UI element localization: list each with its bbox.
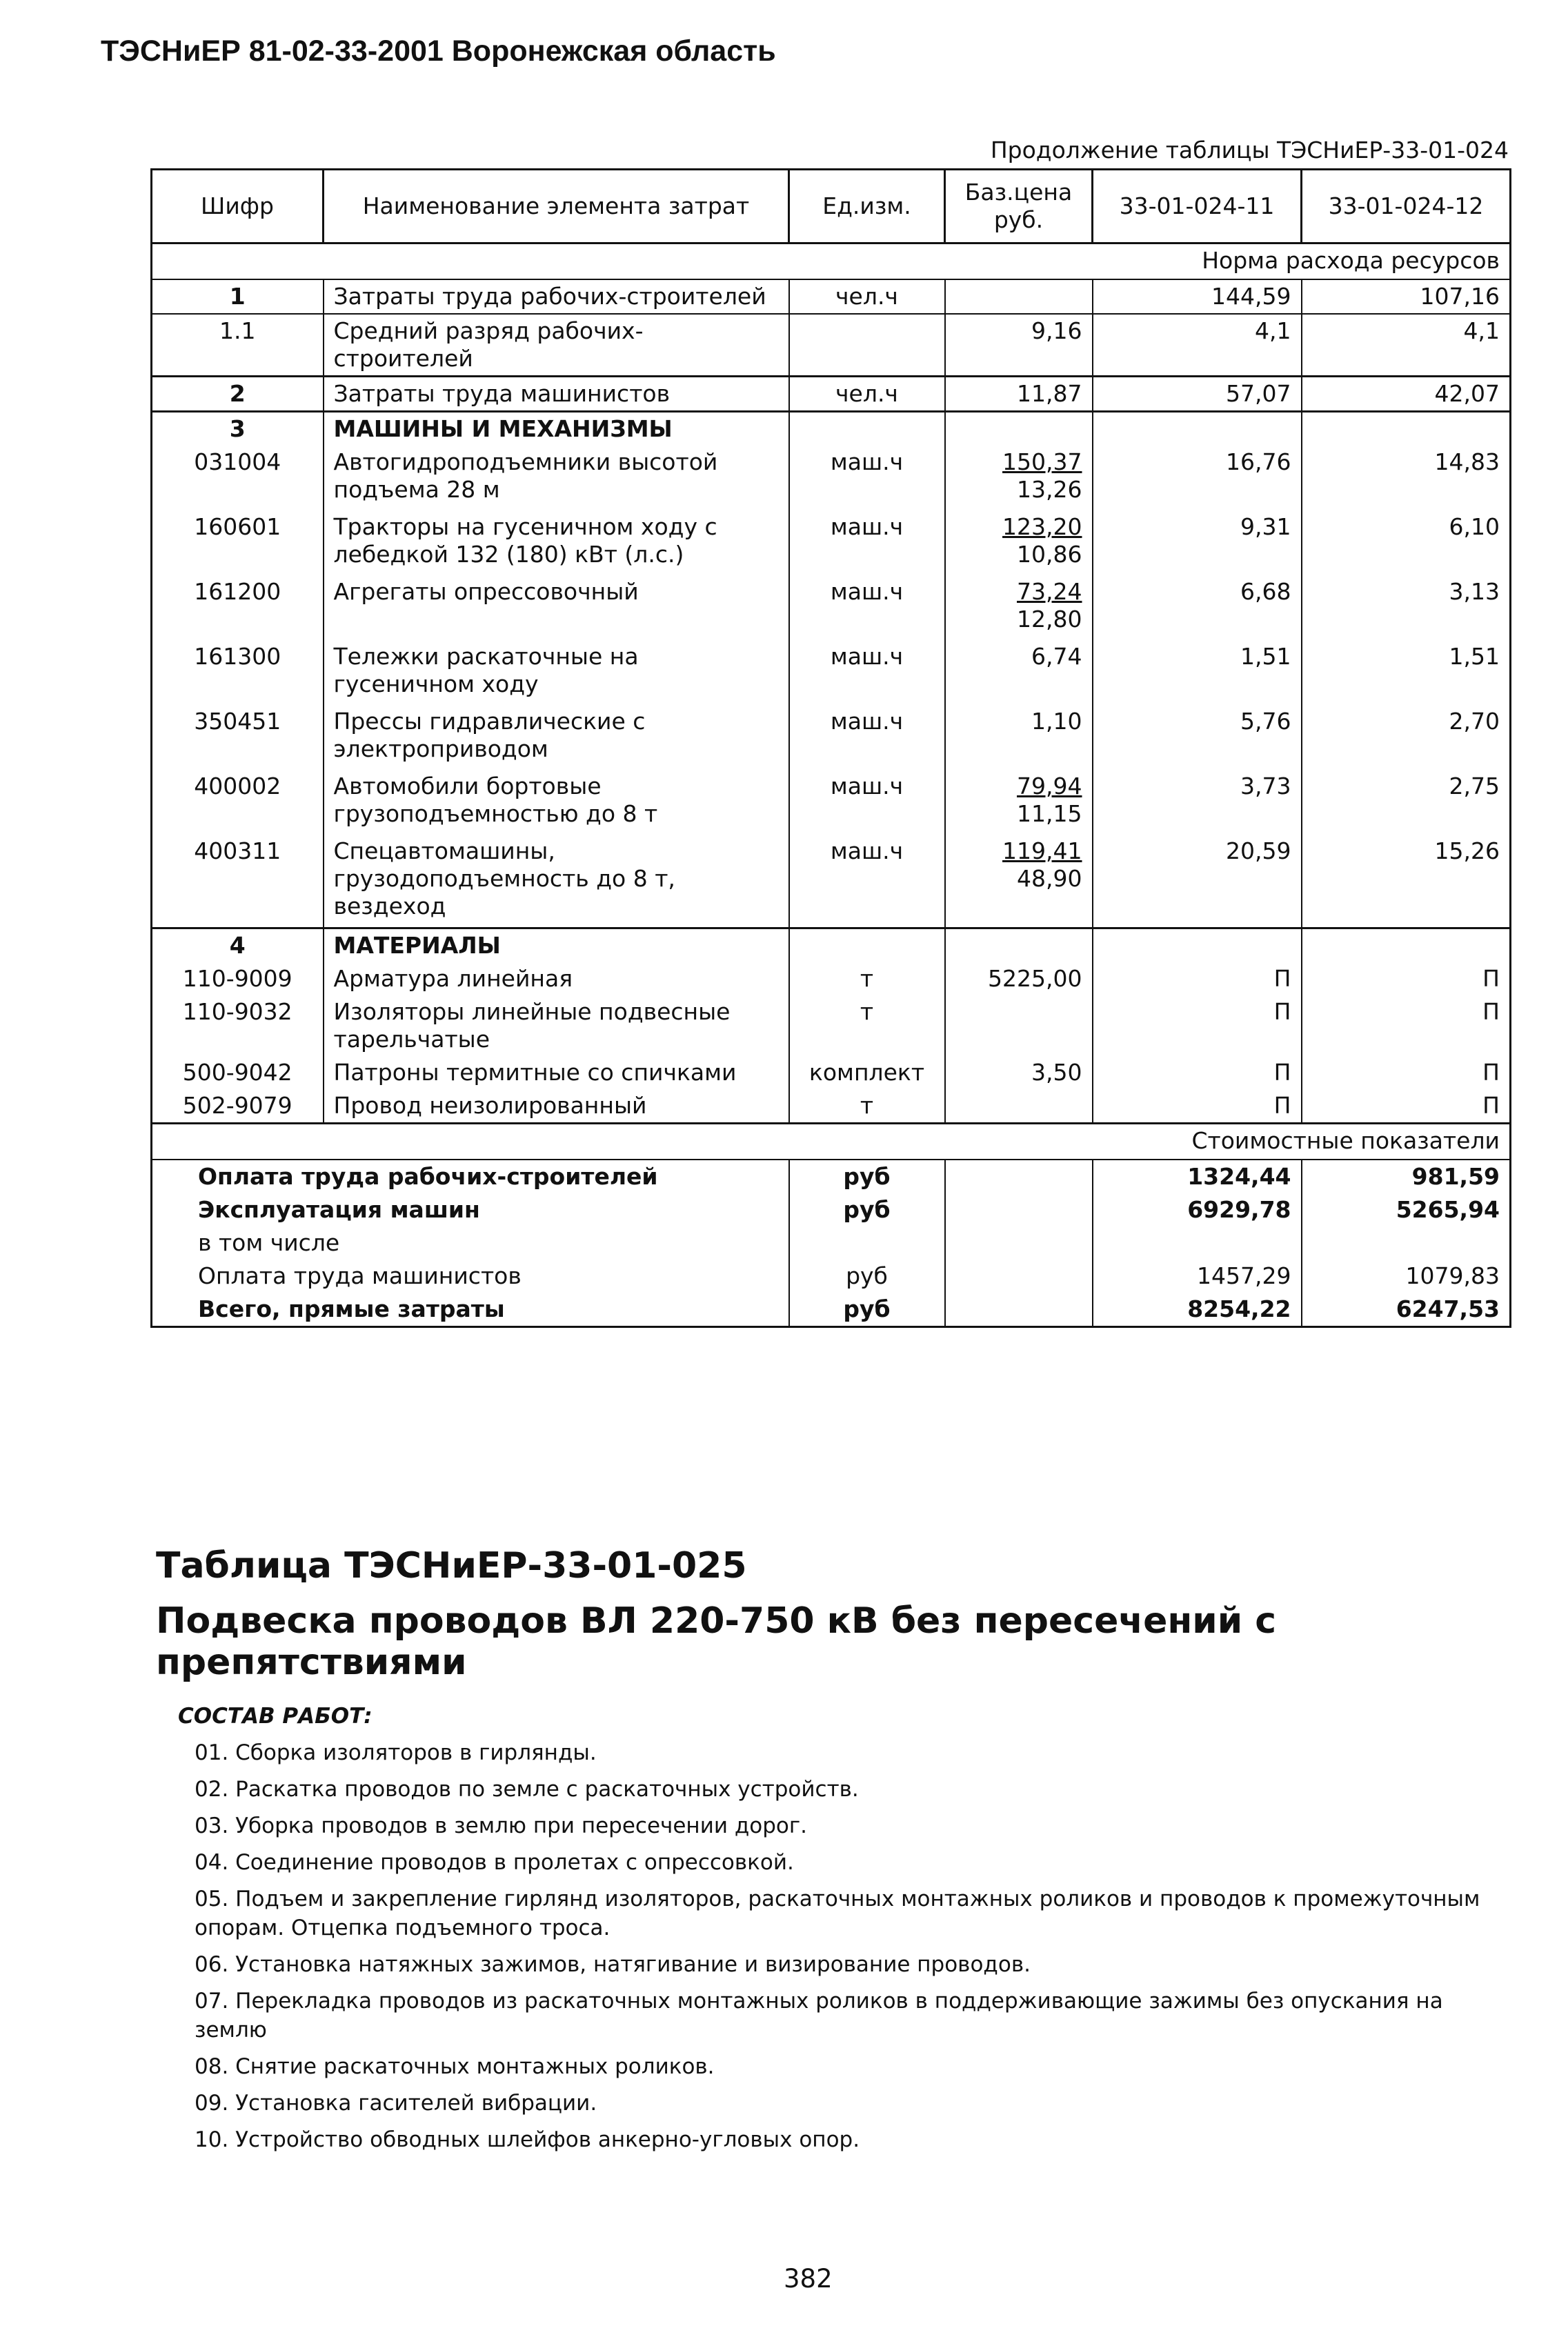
header-unit: Ед.изм.: [789, 170, 945, 243]
cell-value-12: 42,07: [1302, 377, 1511, 412]
work-item: 06. Установка натяжных зажимов, натягивание и визирование проводов.: [195, 1952, 1031, 1977]
price-value: 73,24: [1017, 578, 1082, 605]
cell-value-12: 2,70: [1302, 705, 1511, 770]
cell-name: Спецавтомашины, грузодоподъемность до 8 т, вездеход: [324, 835, 789, 928]
band-cost-label: Стоимостные показатели: [152, 1124, 1511, 1160]
cell-price: [945, 1089, 1093, 1124]
cell-unit: [789, 314, 945, 377]
table-row: [152, 510, 1511, 575]
price-value: 3,50: [1031, 1059, 1082, 1086]
cell-value-11: 4,1: [1093, 314, 1302, 377]
cell-price: [945, 928, 1093, 963]
cell-value-12: П: [1302, 995, 1511, 1056]
cell-code: 500-9042: [152, 1056, 324, 1089]
totals-value-11: 6929,78: [1093, 1193, 1302, 1226]
cell-value-12: П: [1302, 1089, 1511, 1124]
cell-name: Арматура линейная: [324, 962, 789, 995]
table-row: [152, 962, 1511, 995]
table-row: [152, 279, 1511, 314]
work-item: 08. Снятие раскаточных монтажных роликов.: [195, 2054, 715, 2079]
totals-price: [945, 1193, 1093, 1226]
work-item: 10. Устройство обводных шлейфов анкерно-угловых опор.: [195, 2127, 860, 2152]
table-row: [152, 575, 1511, 640]
cell-name: Тракторы на гусеничном ходу с лебедкой 132 (180) кВт (л.с.): [324, 510, 789, 575]
cell-value-11: 16,76: [1093, 446, 1302, 510]
cell-price: [945, 995, 1093, 1056]
cell-value-12: 1,51: [1302, 640, 1511, 705]
cell-code: 400311: [152, 835, 324, 928]
cell-unit: маш.ч: [789, 446, 945, 510]
cell-value-12: 4,1: [1302, 314, 1511, 377]
price-value: 150,37: [1002, 448, 1082, 475]
totals-value-12: 6247,53: [1302, 1293, 1511, 1327]
price-value: 5225,00: [988, 965, 1082, 992]
next-table-title: Таблица ТЭСНиЕР-33-01-025: [156, 1545, 747, 1587]
cell-code: 4: [152, 928, 324, 963]
cell-name: Патроны термитные со спичками: [324, 1056, 789, 1089]
cell-value-12: [1302, 412, 1511, 446]
table-row: [152, 377, 1511, 412]
header-price: Баз.цена руб.: [945, 170, 1093, 243]
totals-price: [945, 1293, 1093, 1327]
work-item: 03. Уборка проводов в землю при пересечении дорог.: [195, 1813, 808, 1838]
table-row: [152, 995, 1511, 1056]
cell-code: 400002: [152, 770, 324, 835]
work-composition-heading: СОСТАВ РАБОТ:: [178, 1704, 373, 1729]
cell-value-11: 1,51: [1093, 640, 1302, 705]
work-item: 04. Соединение проводов в пролетах с опрессовкой.: [195, 1850, 794, 1875]
totals-row: [152, 1160, 1511, 1193]
totals-name: в том числе: [152, 1226, 789, 1260]
price-machinist-wage: 11,15: [1017, 800, 1082, 827]
cell-code: 161300: [152, 640, 324, 705]
cell-value-12: 107,16: [1302, 279, 1511, 314]
cell-value-11: 3,73: [1093, 770, 1302, 835]
totals-row: [152, 1193, 1511, 1226]
work-item: 01. Сборка изоляторов в гирлянды.: [195, 1740, 597, 1765]
cell-name: МАТЕРИАЛЫ: [324, 928, 789, 963]
resource-table: [150, 168, 1511, 1328]
totals-row: [152, 1226, 1511, 1260]
cell-value-11: [1093, 928, 1302, 963]
totals-name: Эксплуатация машин: [152, 1193, 789, 1226]
cell-name: МАШИНЫ И МЕХАНИЗМЫ: [324, 412, 789, 446]
cell-value-11: 144,59: [1093, 279, 1302, 314]
cell-price: [945, 640, 1093, 705]
cell-value-11: 5,76: [1093, 705, 1302, 770]
totals-value-11: 1457,29: [1093, 1260, 1302, 1293]
cell-code: 350451: [152, 705, 324, 770]
totals-unit: руб: [789, 1293, 945, 1327]
cell-code: 161200: [152, 575, 324, 640]
totals-unit: [789, 1226, 945, 1260]
cell-price: [945, 510, 1093, 575]
price-value: 1,10: [1031, 708, 1082, 735]
totals-price: [945, 1226, 1093, 1260]
table-row: [152, 640, 1511, 705]
cell-value-11: 6,68: [1093, 575, 1302, 640]
totals-value-12: 5265,94: [1302, 1193, 1511, 1226]
work-item: 09. Установка гасителей вибрации.: [195, 2091, 597, 2116]
table-row: [152, 705, 1511, 770]
cell-code: 1: [152, 279, 324, 314]
totals-name: Оплата труда рабочих-строителей: [152, 1160, 789, 1193]
price-machinist-wage: 12,80: [1017, 606, 1082, 633]
cell-price: [945, 314, 1093, 377]
cell-name: Затраты труда машинистов: [324, 377, 789, 412]
header-col1: 33-01-024-11: [1093, 170, 1302, 243]
totals-value-11: 1324,44: [1093, 1160, 1302, 1193]
totals-price: [945, 1160, 1093, 1193]
totals-value-12: [1302, 1226, 1511, 1260]
price-value: 123,20: [1002, 513, 1082, 540]
totals-value-11: 8254,22: [1093, 1293, 1302, 1327]
cell-code: 502-9079: [152, 1089, 324, 1124]
table-row: [152, 835, 1511, 928]
totals-price: [945, 1260, 1093, 1293]
cell-name: Прессы гидравлические с электроприводом: [324, 705, 789, 770]
cell-value-11: [1093, 412, 1302, 446]
work-item: 05. Подъем и закрепление гирлянд изоляторов, раскаточных монтажных роликов и проводов к промежуточным опорам. Отцепка подъемного троса.: [195, 1887, 1480, 1940]
band-norma: [152, 243, 1511, 280]
price-machinist-wage: 48,90: [1017, 865, 1082, 892]
cell-unit: чел.ч: [789, 279, 945, 314]
cell-unit: т: [789, 995, 945, 1056]
totals-name: Всего, прямые затраты: [152, 1293, 789, 1327]
price-value: 79,94: [1017, 773, 1082, 799]
cell-code: 3: [152, 412, 324, 446]
cell-code: 160601: [152, 510, 324, 575]
cell-unit: [789, 412, 945, 446]
cell-code: 031004: [152, 446, 324, 510]
cell-name: Средний разряд рабочих-строителей: [324, 314, 789, 377]
cell-code: 110-9009: [152, 962, 324, 995]
cell-unit: маш.ч: [789, 640, 945, 705]
cell-value-12: 2,75: [1302, 770, 1511, 835]
cell-value-11: П: [1093, 962, 1302, 995]
header-name: Наименование элемента затрат: [324, 170, 789, 243]
cell-name: Автомобили бортовые грузоподъемностью до 8 т: [324, 770, 789, 835]
cell-unit: маш.ч: [789, 835, 945, 928]
price-value: 9,16: [1031, 317, 1082, 344]
continuation-caption: Продолжение таблицы ТЭСНиЕР-33-01-024: [990, 137, 1509, 163]
page-number: 382: [784, 2264, 833, 2294]
price-value: 6,74: [1031, 643, 1082, 670]
cell-unit: т: [789, 962, 945, 995]
next-table-subtitle: Подвеска проводов ВЛ 220-750 кВ без пересечений с препятствиями: [156, 1600, 1277, 1683]
totals-unit: руб: [789, 1260, 945, 1293]
cell-price: [945, 1056, 1093, 1089]
cell-value-12: П: [1302, 1056, 1511, 1089]
totals-value-12: 981,59: [1302, 1160, 1511, 1193]
cell-name: Автогидроподъемники высотой подъема 28 м: [324, 446, 789, 510]
cell-price: [945, 770, 1093, 835]
cell-unit: комплект: [789, 1056, 945, 1089]
cell-value-12: П: [1302, 962, 1511, 995]
cell-code: 110-9032: [152, 995, 324, 1056]
table-row: [152, 770, 1511, 835]
price-machinist-wage: 13,26: [1017, 476, 1082, 503]
cell-value-11: П: [1093, 1056, 1302, 1089]
cell-value-11: 9,31: [1093, 510, 1302, 575]
totals-row: [152, 1293, 1511, 1327]
header-col2: 33-01-024-12: [1302, 170, 1511, 243]
table-row: [152, 314, 1511, 377]
cell-name: Агрегаты опрессовочный: [324, 575, 789, 640]
cell-code: 2: [152, 377, 324, 412]
cell-value-11: 20,59: [1093, 835, 1302, 928]
band-norma-label: Норма расхода ресурсов: [152, 243, 1511, 280]
table-header-row: [152, 170, 1511, 243]
cell-value-11: П: [1093, 1089, 1302, 1124]
cell-price: [945, 377, 1093, 412]
cell-value-11: П: [1093, 995, 1302, 1056]
cell-value-12: 3,13: [1302, 575, 1511, 640]
cell-unit: чел.ч: [789, 377, 945, 412]
band-cost: [152, 1124, 1511, 1160]
work-item: 07. Перекладка проводов из раскаточных монтажных роликов в поддерживающие зажимы без опускания на землю: [195, 1989, 1443, 2042]
work-item: 02. Раскатка проводов по земле с раскаточных устройств.: [195, 1777, 859, 1802]
cell-price: [945, 962, 1093, 995]
table-row: [152, 446, 1511, 510]
table-row: [152, 1089, 1511, 1124]
cell-unit: [789, 928, 945, 963]
cell-value-12: 6,10: [1302, 510, 1511, 575]
cell-price: [945, 446, 1093, 510]
cell-price: [945, 705, 1093, 770]
cell-unit: маш.ч: [789, 770, 945, 835]
price-machinist-wage: 10,86: [1017, 541, 1082, 568]
cell-value-11: 57,07: [1093, 377, 1302, 412]
work-composition-list: [195, 1738, 1519, 2162]
cell-name: Тележки раскаточные на гусеничном ходу: [324, 640, 789, 705]
cell-value-12: [1302, 928, 1511, 963]
section-header-row: [152, 412, 1511, 446]
cell-price: [945, 412, 1093, 446]
cell-value-12: 15,26: [1302, 835, 1511, 928]
cell-code: 1.1: [152, 314, 324, 377]
cell-unit: маш.ч: [789, 575, 945, 640]
cell-price: [945, 279, 1093, 314]
cell-unit: маш.ч: [789, 510, 945, 575]
price-value: 11,87: [1017, 380, 1082, 407]
running-head: ТЭСНиЕР 81-02-33-2001 Воронежская область: [101, 34, 776, 68]
cell-unit: т: [789, 1089, 945, 1124]
price-value: 119,41: [1002, 837, 1082, 864]
cell-price: [945, 575, 1093, 640]
totals-unit: руб: [789, 1193, 945, 1226]
cell-name: Затраты труда рабочих-строителей: [324, 279, 789, 314]
section-header-row: [152, 928, 1511, 963]
cell-price: [945, 835, 1093, 928]
cell-name: Изоляторы линейные подвесные тарельчатые: [324, 995, 789, 1056]
totals-row: [152, 1260, 1511, 1293]
totals-value-12: 1079,83: [1302, 1260, 1511, 1293]
cell-value-12: 14,83: [1302, 446, 1511, 510]
totals-name: Оплата труда машинистов: [152, 1260, 789, 1293]
totals-unit: руб: [789, 1160, 945, 1193]
totals-value-11: [1093, 1226, 1302, 1260]
header-code: Шифр: [152, 170, 324, 243]
table-row: [152, 1056, 1511, 1089]
cell-unit: маш.ч: [789, 705, 945, 770]
cell-name: Провод неизолированный: [324, 1089, 789, 1124]
